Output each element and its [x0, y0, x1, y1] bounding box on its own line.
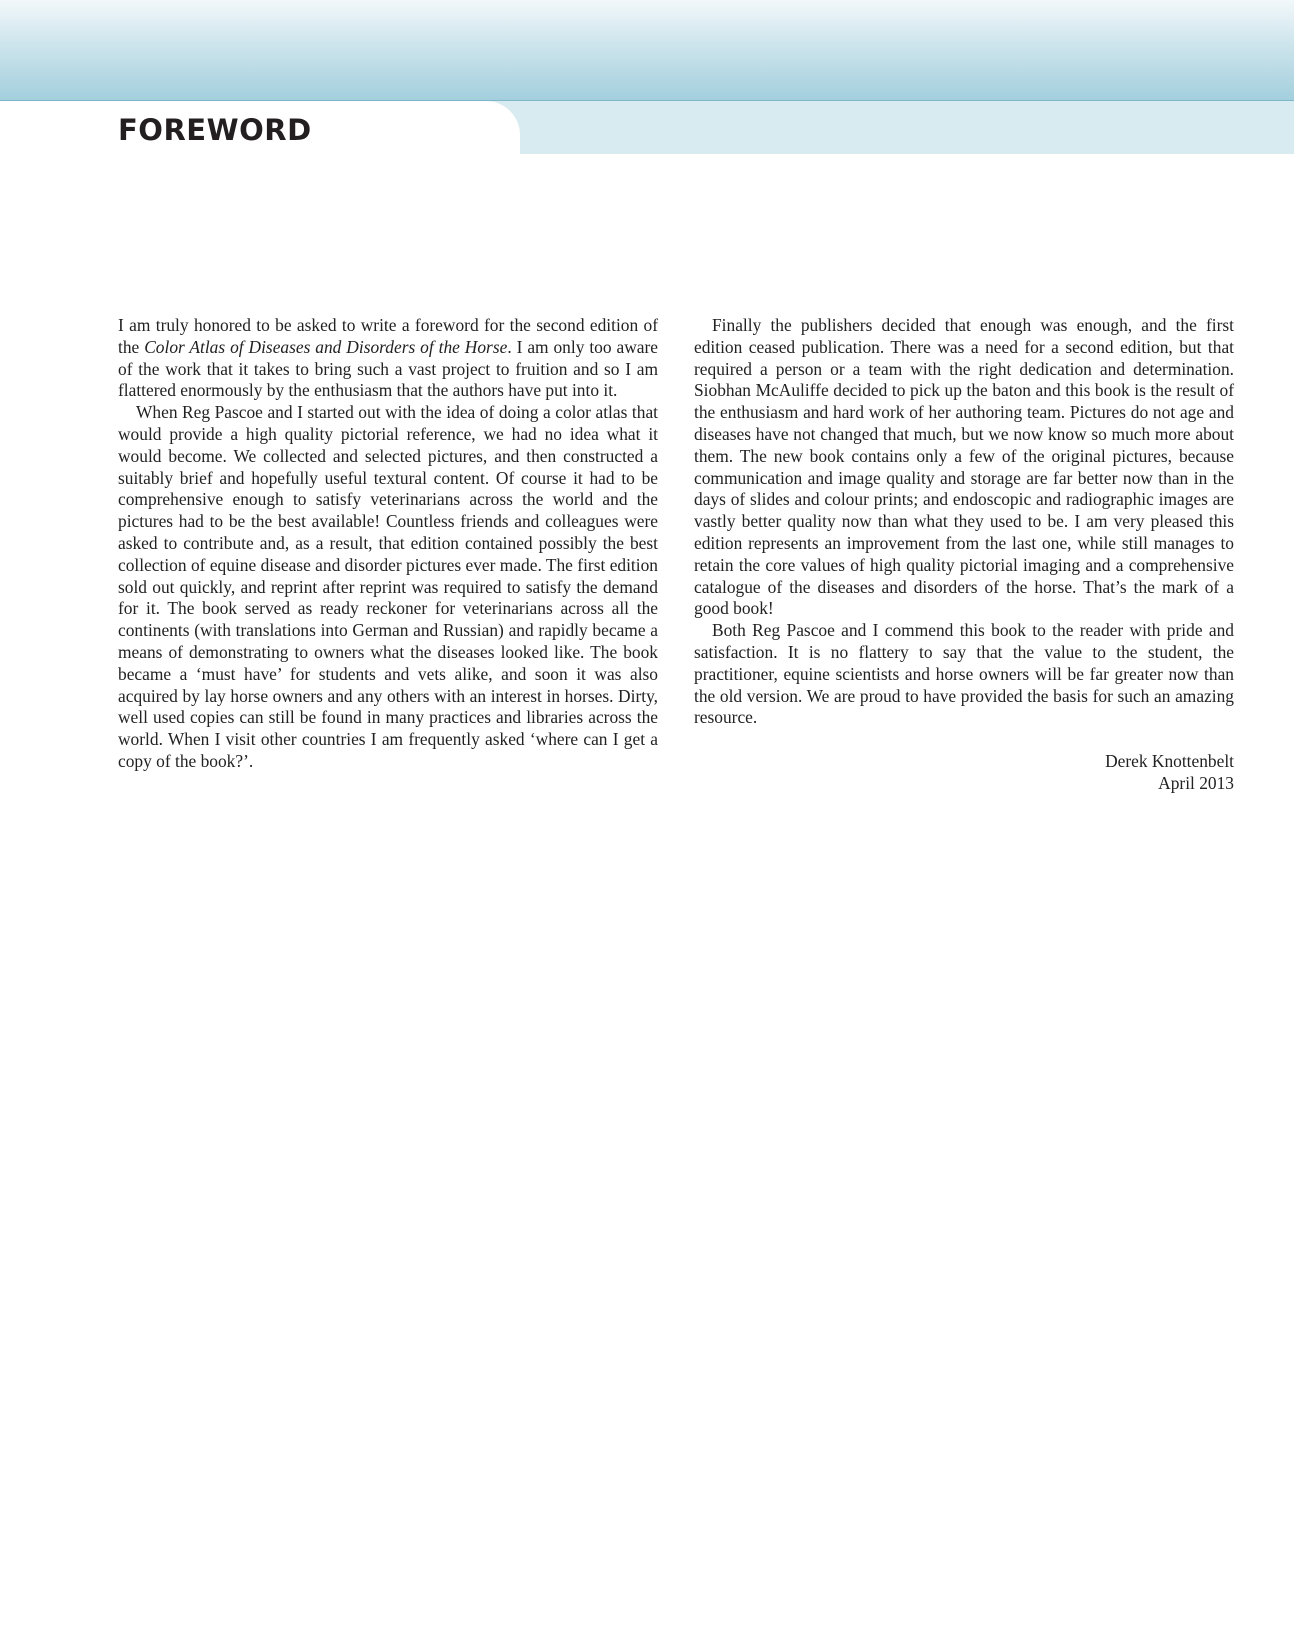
book-title: Color Atlas of Diseases and Disorders of the Horse [144, 336, 508, 357]
signature-date: April 2013 [1158, 772, 1234, 793]
foreword-paragraph-1 [118, 315, 658, 402]
author-name: Derek Knottenbelt [1105, 751, 1234, 772]
paragraph-text: . I am only too aware of the work that it takes to bring such a vast project to fruition and so I am flattered enormously by the enthusiasm that the authors have put into it. [118, 336, 659, 401]
paragraph-text: I am truly honored to be asked to write a foreword for the second edition of the [118, 315, 658, 357]
left-column [118, 315, 658, 773]
foreword-paragraph-3: Finally the publishers decided that enough was enough, and the first edition ceased publication. There was a need for a second edition, but that required a person or a team with the right dedication and determination. Siobhan McAuliffe decided to pick up the baton and this book is the result of the enthusiasm and hard work of her authoring team. Pictures do not age and diseases have not changed that much, but we now know so much more about them. The new book contains only a few of the original pictures, because communication and image quality and storage are far better now than in the days of slides and colour prints; and endoscopic and radiographic images are vastly better quality now than what they used to be. I am very pleased this edition represents an improvement from the last one, while still manages to retain the core values of high quality pictorial imaging and a comprehensive catalogue of the diseases and disorders of the horse. That’s the mark of a good book! [694, 315, 1234, 619]
right-column [694, 315, 1234, 795]
page-title: FOREWORD [118, 113, 312, 147]
foreword-paragraph-2: When Reg Pascoe and I started out with the idea of doing a color atlas that would provide a high quality pictorial reference, we had no idea what it would become. We collected and selected pictures, and then constructed a suitably brief and hopefully useful textural content. Of course it had to be comprehensive enough to satisfy veterinarians across the world and the pictures had to be the best available! Countless friends and colleagues were asked to contribute and, as a result, that edition contained possibly the best collection of equine disease and disorder pictures ever made. The first edition sold out quickly, and reprint after reprint was required to satisfy the demand for it. The book served as ready reckoner for veterinarians across all the continents (with translations into German and Russian) and rapidly became a means of demonstrating to owners what the diseases looked like. The book became a ‘must have’ for students and vets alike, and soon it was also acquired by lay horse owners and any others with an interest in horses. Dirty, well used copies can still be found in many practices and libraries across the world. When I visit other countries I am frequently asked ‘where can I get a copy of the book?’. [118, 402, 658, 771]
signature-block [694, 751, 1234, 795]
header-band [0, 0, 1294, 101]
foreword-paragraph-4: Both Reg Pascoe and I commend this book to the reader with pride and satisfaction. It is no flattery to say that the value to the student, the practitioner, equine scientists and horse owners will be far greater now than the old version. We are proud to have provided the basis for such an amazing resource. [694, 620, 1234, 728]
